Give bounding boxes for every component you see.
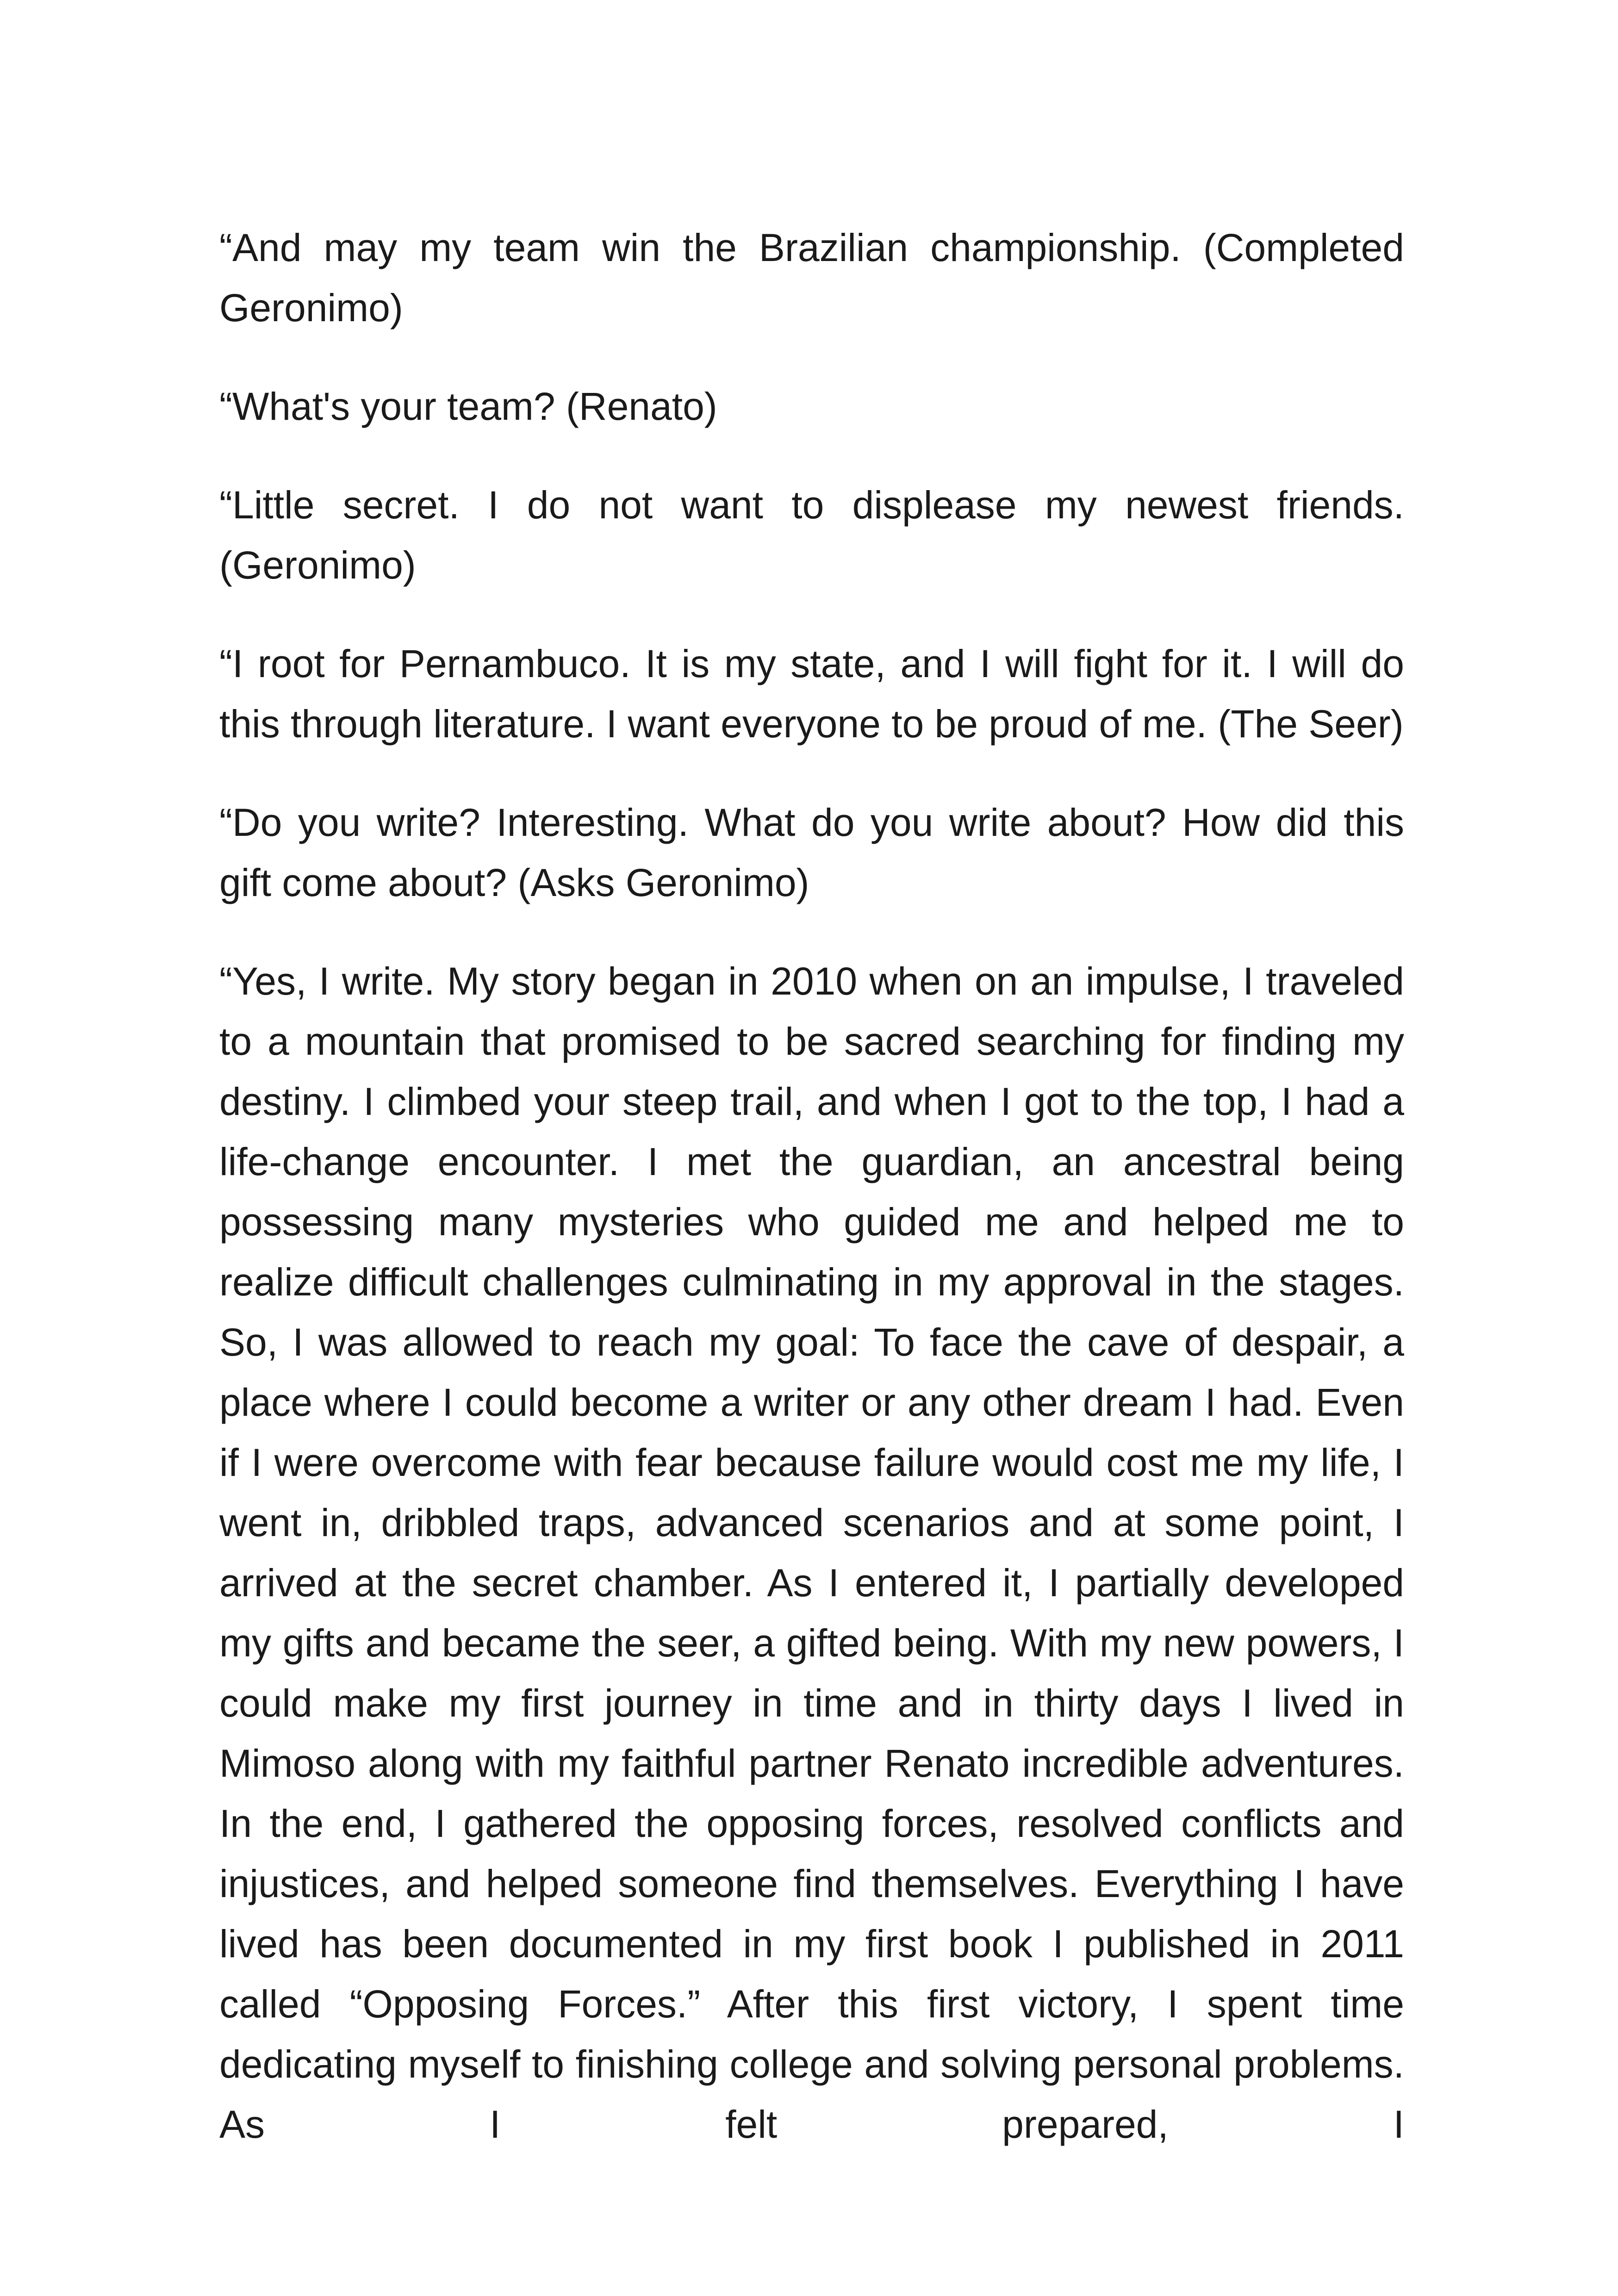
paragraph-little-secret: “Little secret. I do not want to displease my newest friends. (Geronimo) [219,483,1404,587]
body-text [219,218,1404,2154]
paragraph-do-you-write: “Do you write? Interesting. What do you write about? How did this gift come about? (Asks Geronimo) [219,801,1404,904]
paragraph-root-for-pernambuco: “I root for Pernambuco. It is my state, and I will fight for it. I will do this through literature. I want everyone to be proud of me. (The Seer) [219,642,1404,746]
paragraph-whats-your-team: “What's your team? (Renato) [219,385,717,428]
paragraph-yes-i-write: “Yes, I write. My story began in 2010 when on an impulse, I traveled to a mountain that promised to be sacred searching for finding my destiny. I climbed your steep trail, and when I got to the top, I had a life-change encounter. I met the guardian, an ancestral being possessing many mysteries who guided me and helped me to realize difficult challenges culminating in my approval in the stages. So, I was allowed to reach my goal: To face the cave of despair, a place where I could become a writer or any other dream I had. Even if I were overcome with fear because failure would cost me my life, I went in, dribbled traps, advanced scenarios and at some point, I arrived at the secret chamber. As I entered it, I partially developed my gifts and became the seer, a gifted being. With my new powers, I could make my first journey in time and in thirty days I lived in Mimoso along with my faithful partner Renato incredible adventures. In the end, I gathered the opposing forces, resolved conflicts and injustices, and helped someone find themselves. Everything I have lived has been documented in my first book I published in 2011 called “Opposing Forces.” After this first victory, I spent time dedicating myself to finishing college and solving personal problems. As I felt prepared, I [219,959,1404,2146]
paragraph-championship: “And may my team win the Brazilian championship. (Completed Geronimo) [219,226,1404,330]
